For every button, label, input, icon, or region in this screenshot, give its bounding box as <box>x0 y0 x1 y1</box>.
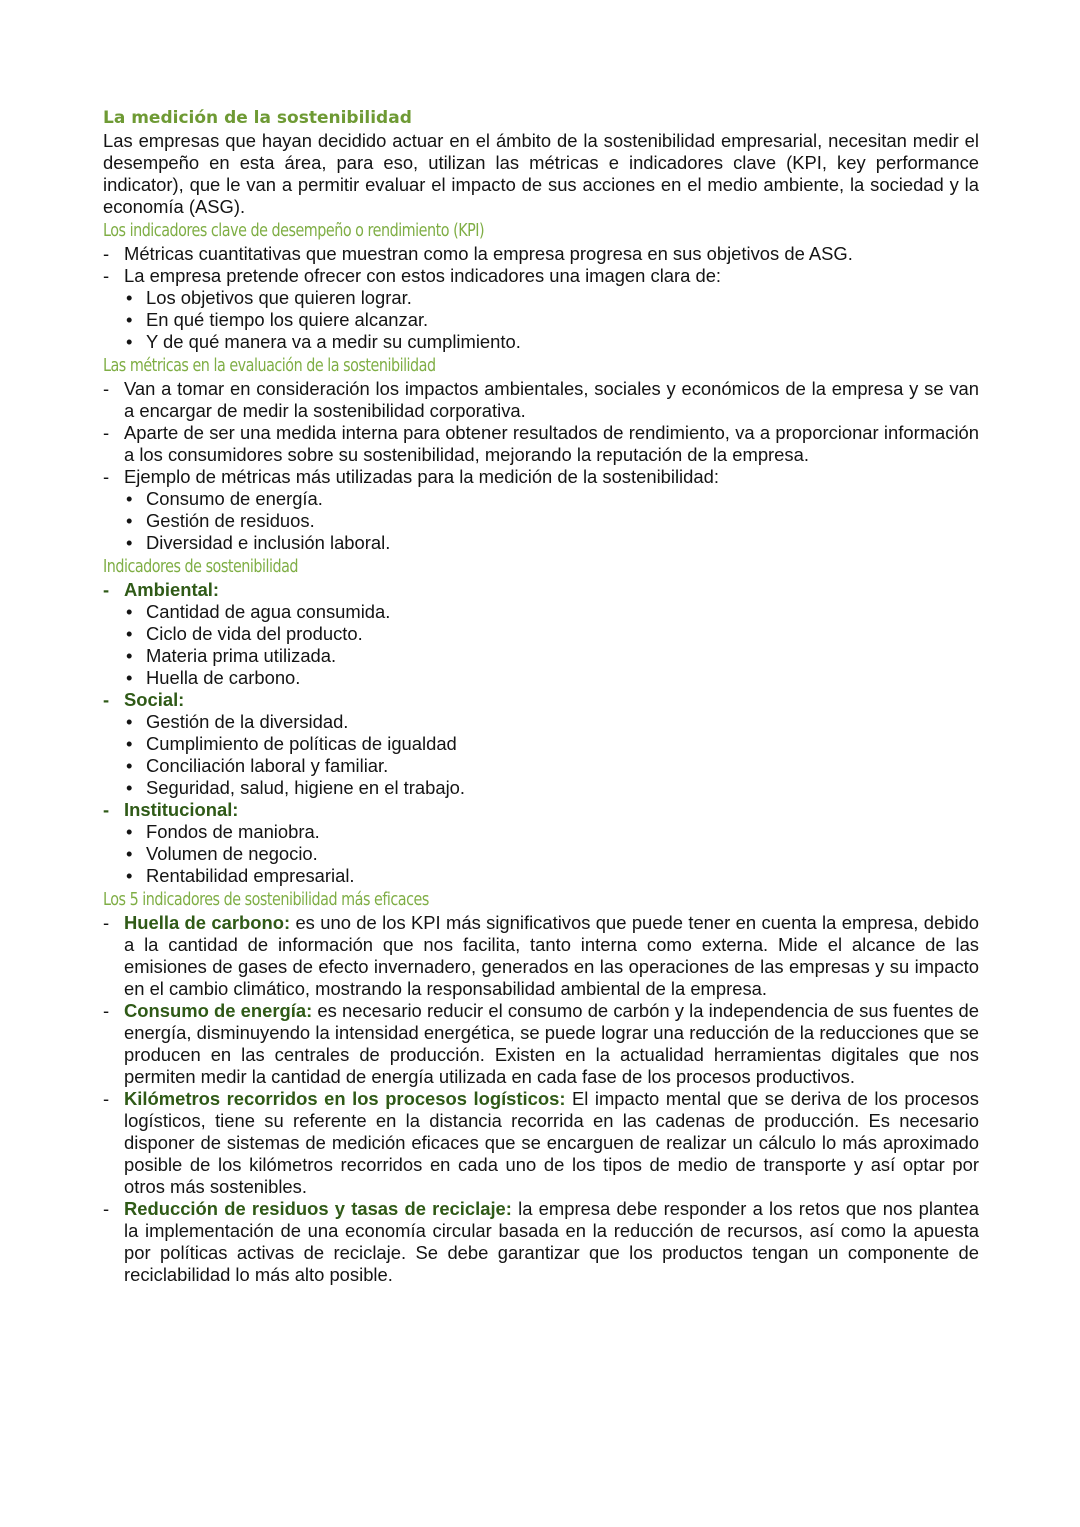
bullet-item: • Rentabilidad empresarial. <box>126 865 355 886</box>
bullet-item: • Y de qué manera va a medir su cumplimiento. <box>126 331 521 352</box>
bullet-icon: • <box>126 711 133 732</box>
bullet-item: • Ciclo de vida del producto. <box>126 623 363 644</box>
bullet-icon: • <box>126 865 133 886</box>
document-page <box>103 106 979 1286</box>
bullet-list <box>124 711 979 799</box>
bullet-icon: • <box>126 287 133 308</box>
bullet-icon: • <box>126 755 133 776</box>
dash-marker: - <box>103 466 110 487</box>
list-item: - Aparte de ser una medida interna para obtener resultados de rendimiento, va a proporcionar información a los consumidores sobre su sostenibilidad, mejorando la reputación de la empresa. <box>103 422 979 465</box>
bullet-item: • Seguridad, salud, higiene en el trabajo. <box>126 777 465 798</box>
dash-marker: - <box>103 912 110 933</box>
dash-marker: - <box>103 799 110 820</box>
dash-marker: - <box>103 1088 110 1109</box>
bullet-list <box>124 488 979 554</box>
bullet-item: • Materia prima utilizada. <box>126 645 337 666</box>
metrics-heading: Las métricas en la evaluación de la sostenibilidad <box>103 356 436 376</box>
bullet-icon: • <box>126 645 133 666</box>
bullet-list <box>124 287 979 353</box>
bullet-item: • Cumplimiento de políticas de igualdad <box>126 733 457 754</box>
list-item: - La empresa pretende ofrecer con estos indicadores una imagen clara de: • Los objetivos que quieren lograr. • En qué tiempo los quiere alcanzar. • Y de qué manera va a medir su cumplimiento. <box>103 265 979 353</box>
list-item: - Kilómetros recorridos en los procesos logísticos: El impacto mental que se deriva de los procesos logísticos, tiene su referente en la distancia recorrida en las cadenas de producción. Es necesario disponer de sistemas de medición eficaces que se encarguen de realizar un cálculo lo más aproximado posible de los kilómetros recorridos en cada uno de los tipos de medio de transporte y así optar por otros más sostenibles. <box>103 1088 980 1197</box>
bullet-icon: • <box>126 331 133 352</box>
kpi-list <box>103 243 979 353</box>
list-item: - Métricas cuantitativas que muestran como la empresa progresa en sus objetivos de ASG. <box>103 243 853 264</box>
bullet-icon: • <box>126 623 133 644</box>
item-label: Consumo de energía: <box>124 1000 313 1021</box>
indicators-list <box>103 579 979 887</box>
bullet-icon: • <box>126 532 133 553</box>
item-label: Reducción de residuos y tasas de reciclaje: <box>124 1198 512 1219</box>
bullet-item: • Gestión de residuos. <box>126 510 315 531</box>
group-label: Ambiental: <box>124 579 220 600</box>
bullet-item: • Cantidad de agua consumida. <box>126 601 391 622</box>
bullet-item: • Conciliación laboral y familiar. <box>126 755 389 776</box>
item-label: Kilómetros recorridos en los procesos logísticos: <box>124 1088 566 1109</box>
bullet-icon: • <box>126 601 133 622</box>
bullet-item: • Huella de carbono. <box>126 667 301 688</box>
item-label: Huella de carbono: <box>124 912 291 933</box>
group-label: Social: <box>124 689 185 710</box>
bullet-icon: • <box>126 667 133 688</box>
bullet-icon: • <box>126 733 133 754</box>
metrics-list <box>103 378 979 554</box>
list-item <box>103 689 979 799</box>
dash-marker: - <box>103 378 110 399</box>
dash-marker: - <box>103 689 110 710</box>
indicators-heading: Indicadores de sostenibilidad <box>103 557 299 577</box>
bullet-item: • Fondos de maniobra. <box>126 821 320 842</box>
bullet-item: • Los objetivos que quieren lograr. <box>126 287 412 308</box>
bullet-item: • Diversidad e inclusión laboral. <box>126 532 391 553</box>
bullet-item: • Consumo de energía. <box>126 488 323 509</box>
intro-paragraph: Las empresas que hayan decidido actuar en el ámbito de la sostenibilidad empresarial, necesitan medir el desempeño en esta área, para eso, utilizan las métricas e indicadores clave (KPI, key performance indicator), que le van a permitir evaluar el impacto de sus acciones en el medio ambiente, la sociedad y la economía (ASG). <box>103 130 979 217</box>
kpi-heading: Los indicadores clave de desempeño o rendimiento (KPI) <box>103 221 485 241</box>
list-item <box>103 799 979 887</box>
bullet-list <box>124 821 979 887</box>
top5-list <box>103 912 979 1286</box>
bullet-list <box>124 601 979 689</box>
top5-heading: Los 5 indicadores de sostenibilidad más eficaces <box>103 890 429 910</box>
list-item: - Huella de carbono: es uno de los KPI más significativos que puede tener en cuenta la empresa, debido a la cantidad de información que nos facilita, tanto interna como externa. Mide el alcance de las emisiones de gases de efecto invernadero, generados en las operaciones de las empresas y su impacto en el cambio climático, mostrando la responsabilidad ambiental de la empresa. <box>103 912 979 999</box>
group-label: Institucional: <box>124 799 239 820</box>
bullet-item: • En qué tiempo los quiere alcanzar. <box>126 309 429 330</box>
bullet-icon: • <box>126 843 133 864</box>
dash-marker: - <box>103 1198 110 1219</box>
list-item: - Ejemplo de métricas más utilizadas para la medición de la sostenibilidad: • Consumo de energía. • Gestión de residuos. • Diversidad e inclusión laboral. <box>103 466 979 554</box>
list-item: - Consumo de energía: es necesario reducir el consumo de carbón y la independencia de sus fuentes de energía, disminuyendo la intensidad energética, se puede lograr una reducción de la reducciones que se producen en las centrales de producción. Existen en la actualidad herramientas digitales que nos permiten medir la cantidad de energía utilizada en cada fase de los procesos productivos. <box>103 1000 979 1087</box>
bullet-icon: • <box>126 821 133 842</box>
bullet-icon: • <box>126 309 133 330</box>
dash-marker: - <box>103 243 110 264</box>
bullet-icon: • <box>126 777 133 798</box>
dash-marker: - <box>103 422 110 443</box>
list-item: - Reducción de residuos y tasas de reciclaje: la empresa debe responder a los retos que nos plantea la implementación de una economía circular basada en la reducción de recursos, así como la apuesta por políticas activas de reciclaje. Se debe garantizar que los productos tengan un componente de reciclabilidad lo más alto posible. <box>103 1198 979 1285</box>
list-item: - Van a tomar en consideración los impactos ambientales, sociales y económicos de la empresa y se van a encargar de medir la sostenibilidad corporativa. <box>103 378 979 421</box>
bullet-icon: • <box>126 488 133 509</box>
dash-marker: - <box>103 1000 110 1021</box>
list-item <box>103 579 979 689</box>
bullet-icon: • <box>126 510 133 531</box>
bullet-item: • Volumen de negocio. <box>126 843 318 864</box>
dash-marker: - <box>103 579 110 600</box>
dash-marker: - <box>103 265 110 286</box>
bullet-item: • Gestión de la diversidad. <box>126 711 349 732</box>
section-title: La medición de la sostenibilidad <box>103 108 412 128</box>
